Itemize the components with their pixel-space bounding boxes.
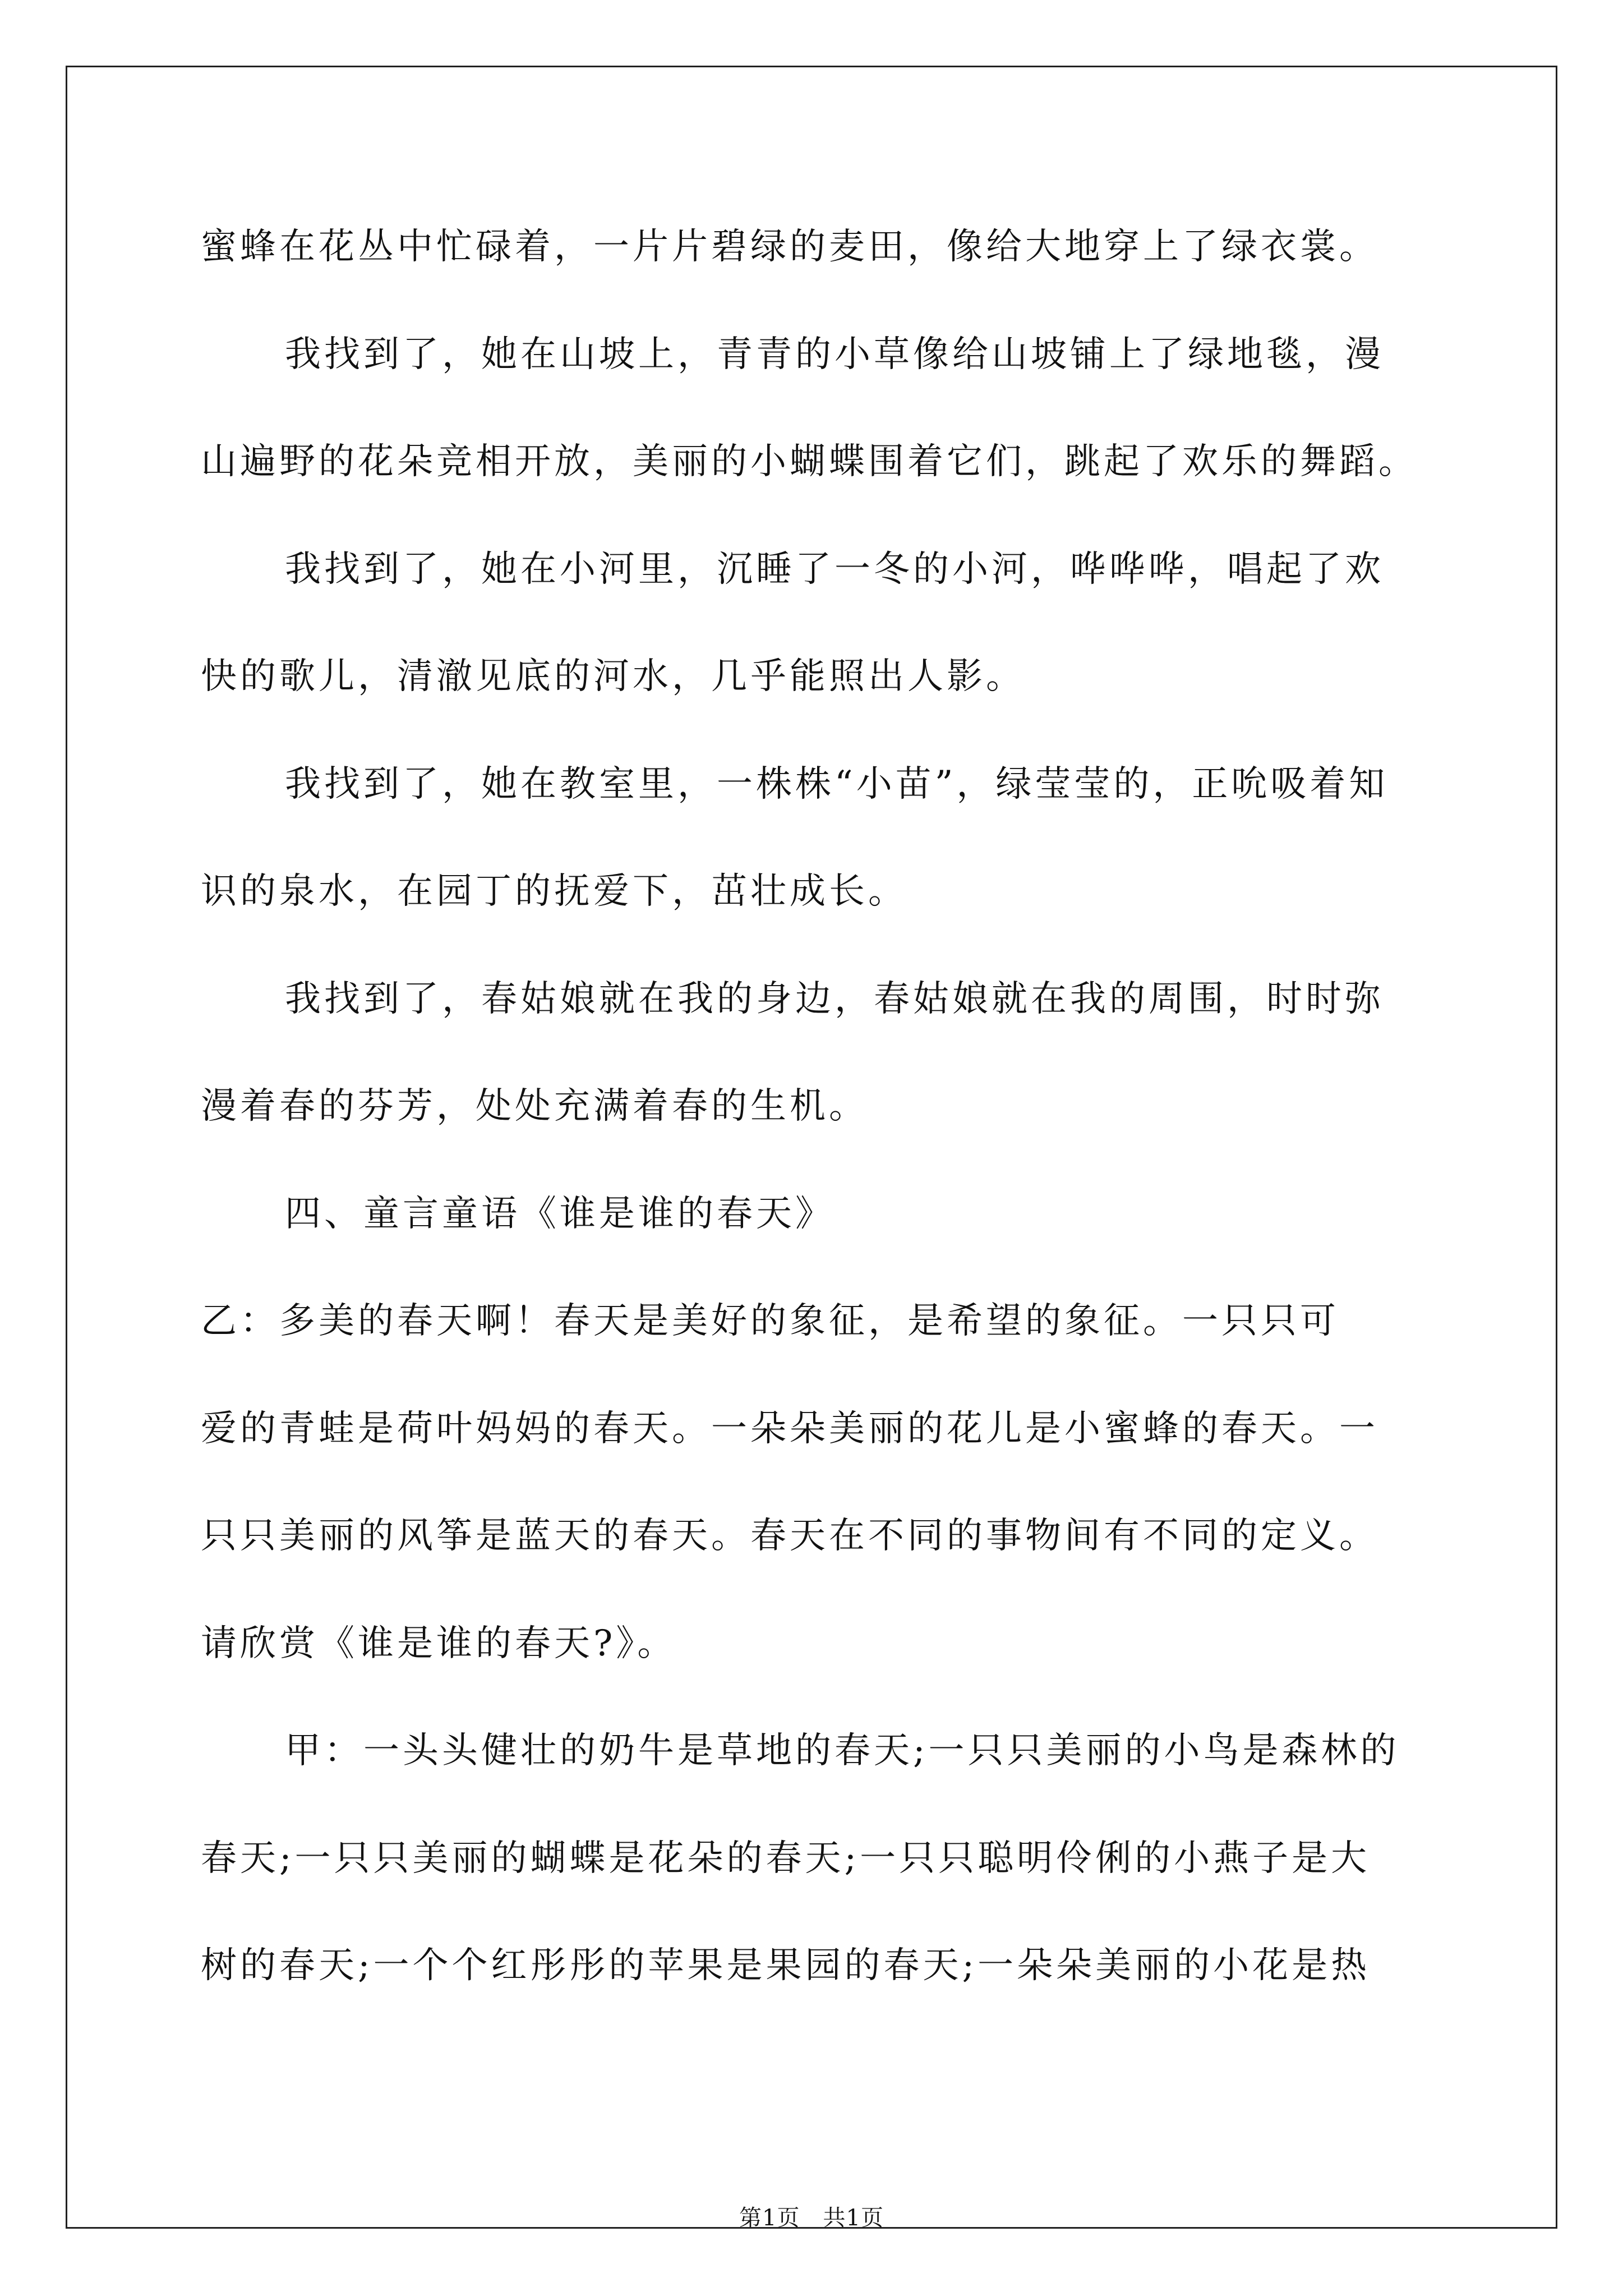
text-line: 漫着春的芬芳，处处充满着春的生机。	[201, 1085, 868, 1127]
text-line: 我找到了，春姑娘就在我的身边，春姑娘就在我的周围，时时弥	[285, 978, 1384, 1020]
text-line: 识的泉水，在园丁的抚爱下，茁壮成长。	[201, 871, 907, 912]
text-line: 蜜蜂在花丛中忙碌着，一片片碧绿的麦田，像给大地穿上了绿衣裳。	[201, 226, 1378, 268]
page-footer: 第1页 共1页	[739, 2205, 884, 2231]
text-line: 我找到了，她在山坡上，青青的小草像给山坡铺上了绿地毯，漫	[285, 334, 1384, 375]
text-line: 我找到了，她在教室里，一株株“小苗”，绿莹莹的，正吮吸着知	[285, 763, 1389, 805]
text-line: 只只美丽的风筝是蓝天的春天。春天在不同的事物间有不同的定义。	[201, 1515, 1378, 1557]
text-line: 请欣赏《谁是谁的春天?》。	[201, 1623, 677, 1664]
text-line: 山遍野的花朵竞相开放，美丽的小蝴蝶围着它们，跳起了欢乐的舞蹈。	[201, 441, 1418, 482]
text-line: 快的歌儿，清澈见底的河水，几乎能照出人影。	[201, 656, 1025, 697]
text-line: 爱的青蛙是荷叶妈妈的春天。一朵朵美丽的花儿是小蜜蜂的春天。一	[201, 1408, 1378, 1450]
text-line: 春天;一只只美丽的蝴蝶是花朵的春天;一只只聪明伶俐的小燕子是大	[201, 1838, 1371, 1879]
text-line: 乙：多美的春天啊！春天是美好的象征，是希望的象征。一只只可	[201, 1300, 1339, 1342]
text-line: 我找到了，她在小河里，沉睡了一冬的小河，哗哗哗，唱起了欢	[285, 549, 1384, 590]
page-border	[66, 66, 1557, 2229]
text-line: 树的春天;一个个红彤彤的苹果是果园的春天;一朵朵美丽的小花是热	[201, 1945, 1371, 1986]
section-heading: 四、童言童语《谁是谁的春天》	[285, 1193, 834, 1235]
text-line: 甲：一头头健壮的奶牛是草地的春天;一只只美丽的小鸟是森林的	[285, 1730, 1400, 1772]
